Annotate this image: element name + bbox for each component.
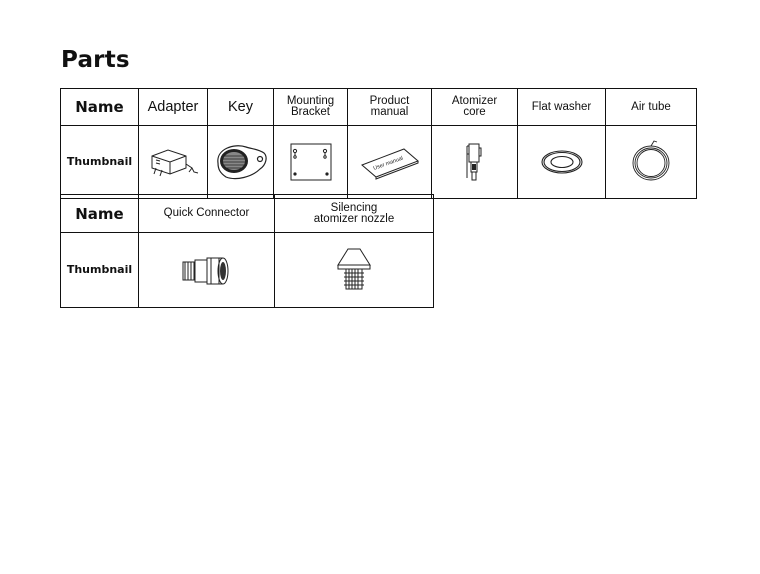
part-name-adapter: Adapter	[139, 89, 208, 126]
name-header: Name	[61, 195, 139, 233]
quick-connector-icon	[177, 250, 237, 290]
thumbnail-quick-connector	[139, 233, 275, 308]
thumbnail-product-manual	[348, 126, 432, 199]
part-name-key: Key	[208, 89, 274, 126]
part-name-flat-washer: Flat washer	[518, 89, 606, 126]
thumbnail-key	[208, 126, 274, 199]
part-name-air-tube: Air tube	[606, 89, 697, 126]
thumbnail-adapter	[139, 126, 208, 199]
part-name-atomizer-core: Atomizer core	[432, 89, 518, 126]
manual-cover-text: User manual	[372, 155, 404, 172]
thumbnail-flat-washer	[518, 126, 606, 199]
air-tube-icon	[627, 138, 675, 186]
part-name-mounting-bracket: Mounting Bracket	[274, 89, 348, 126]
product-manual-icon	[358, 141, 422, 183]
part-name-product-manual: Product manual	[348, 89, 432, 126]
atomizer-core-icon	[457, 138, 493, 186]
page-title: Parts	[61, 47, 130, 73]
thumbnail-silencing-nozzle	[275, 233, 434, 308]
mounting-bracket-icon	[285, 140, 337, 184]
thumbnail-mounting-bracket	[274, 126, 348, 199]
thumbnail-air-tube	[606, 126, 697, 199]
thumbnail-header: Thumbnail	[61, 233, 139, 308]
name-header: Name	[61, 89, 139, 126]
part-name-silencing-nozzle: Silencing atomizer nozzle	[275, 195, 434, 233]
flat-washer-icon	[538, 144, 586, 180]
adapter-icon	[142, 142, 204, 182]
thumbnail-atomizer-core	[432, 126, 518, 199]
parts-table-2	[60, 194, 434, 308]
parts-table-1	[60, 88, 697, 199]
part-name-quick-connector: Quick Connector	[139, 195, 275, 233]
key-fob-icon	[212, 139, 270, 185]
silencing-nozzle-icon	[332, 245, 376, 295]
thumbnail-header: Thumbnail	[61, 126, 139, 199]
